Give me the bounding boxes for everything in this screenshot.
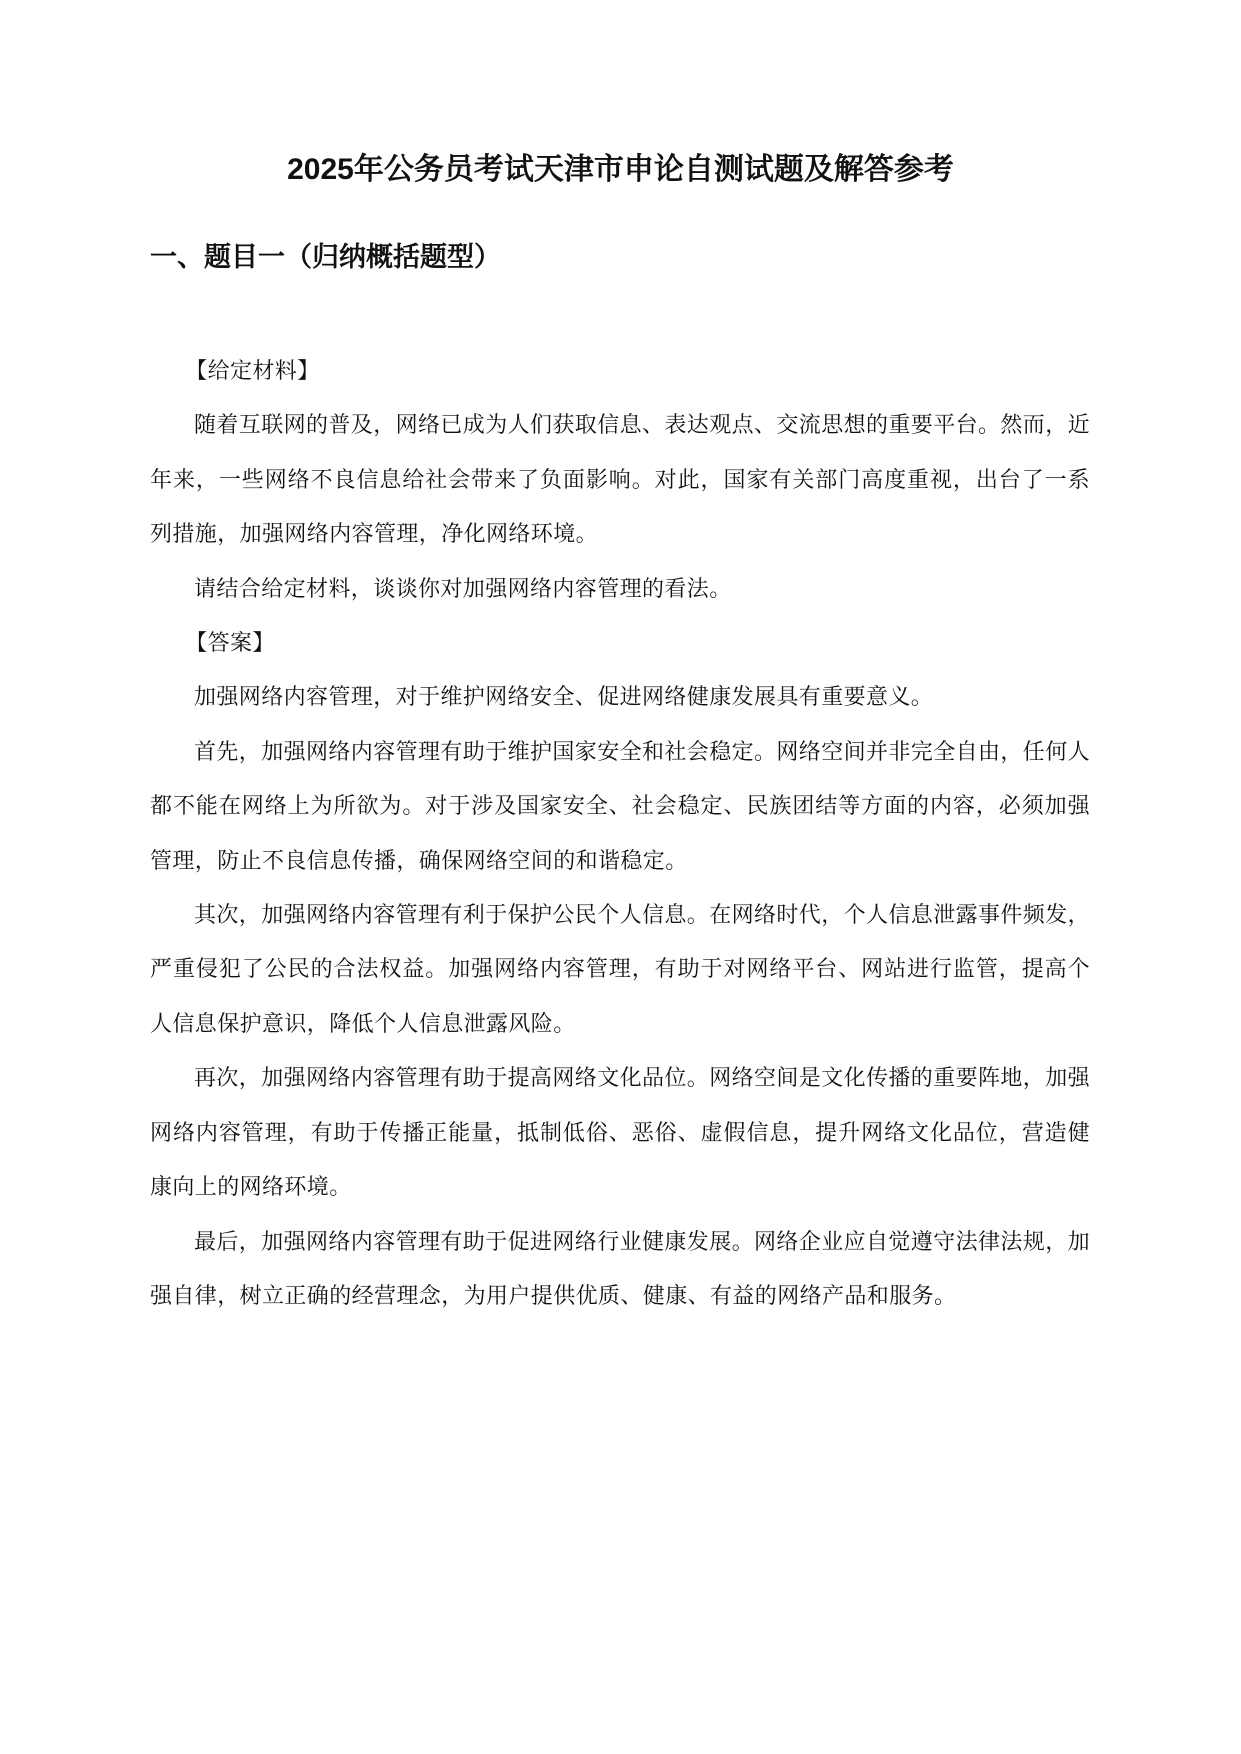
section-heading: 一、题目一（归纳概括题型） bbox=[150, 242, 501, 272]
question-paragraph: 请结合给定材料，谈谈你对加强网络内容管理的看法。 bbox=[194, 576, 732, 602]
answer-paragraph-third: 再次，加强网络内容管理有助于提高网络文化品位。网络空间是文化传播的重要阵地，加强网络内容管理，有助于传播正能量，抵制低俗、恶俗、虚假信息，提升网络文化品位，营造健康向上的网络环境。 bbox=[150, 1066, 1091, 1201]
material-label: 【给定材料】 bbox=[185, 359, 320, 384]
document-body bbox=[150, 345, 1090, 1324]
answer-paragraph-first: 首先，加强网络内容管理有助于维护国家安全和社会稳定。网络空间并非完全自由，任何人都不能在网络上为所欲为。对于涉及国家安全、社会稳定、民族团结等方面的内容，必须加强管理，防止不良信息传播，确保网络空间的和谐稳定。 bbox=[150, 739, 1091, 874]
answer-label: 【答案】 bbox=[185, 631, 275, 657]
answer-paragraph-last: 最后，加强网络内容管理有助于促进网络行业健康发展。网络企业应自觉遵守法律法规，加强自律，树立正确的经营理念，为用户提供优质、健康、有益的网络产品和服务。 bbox=[150, 1229, 1091, 1309]
document-title: 2025年公务员考试天津市申论自测试题及解答参考 bbox=[287, 153, 954, 186]
answer-paragraph-second: 其次，加强网络内容管理有利于保护公民个人信息。在网络时代，个人信息泄露事件频发，严重侵犯了公民的合法权益。加强网络内容管理，有助于对网络平台、网站进行监管，提高个人信息保护意识，降低个人信息泄露风险。 bbox=[150, 903, 1091, 1037]
material-paragraph: 随着互联网的普及，网络已成为人们获取信息、表达观点、交流思想的重要平台。然而，近年来，一些网络不良信息给社会带来了负面影响。对此，国家有关部门高度重视，出台了一系列措施，加强网络内容管理，净化网络环境。 bbox=[150, 413, 1091, 548]
answer-paragraph-intro: 加强网络内容管理，对于维护网络安全、促进网络健康发展具有重要意义。 bbox=[194, 685, 934, 711]
